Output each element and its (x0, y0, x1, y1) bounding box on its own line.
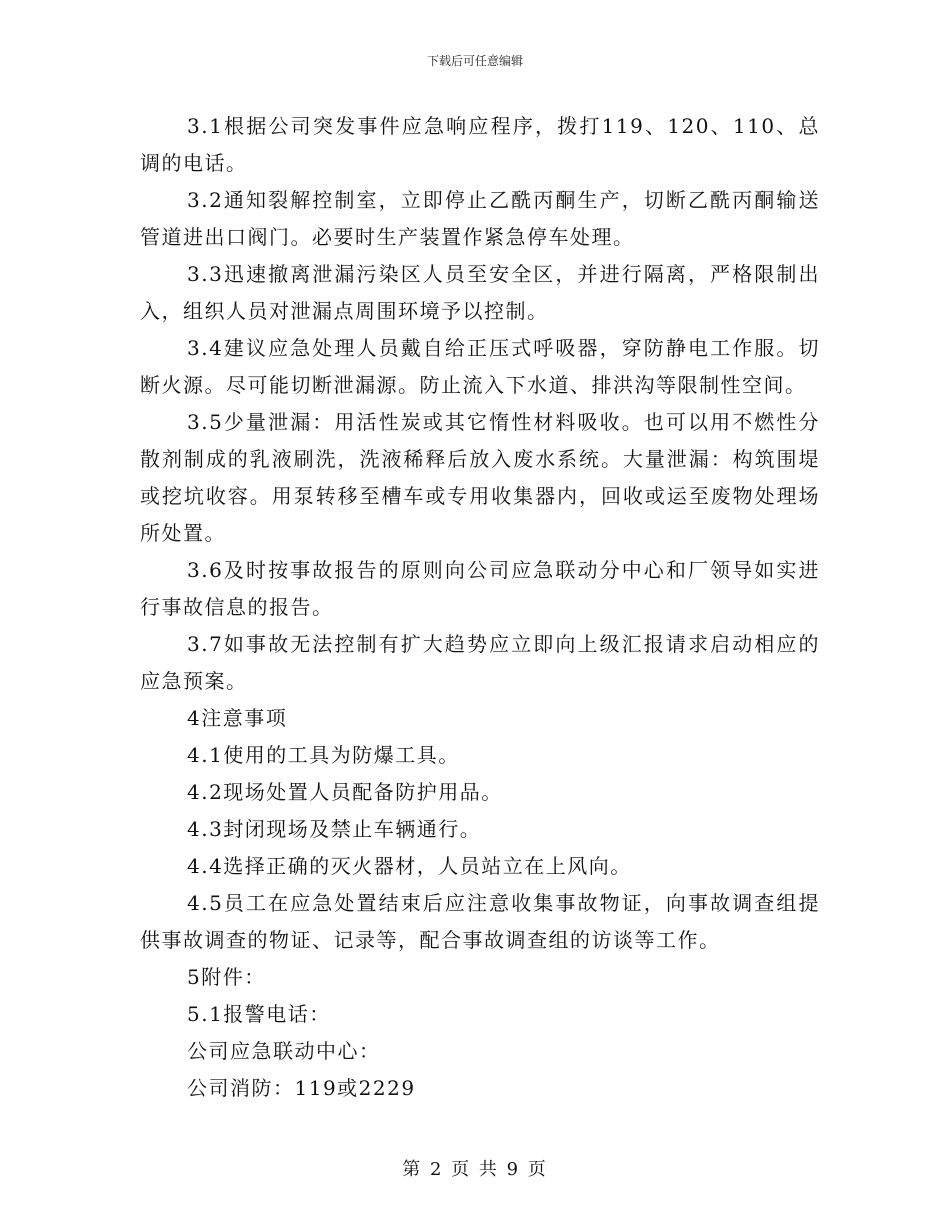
contact-fire-department: 公司消防：119或2229 (187, 1076, 416, 1100)
paragraph-3-5: 3.5少量泄漏：用活性炭或其它惰性材料吸收。也可以用不燃性分散剂制成的乳液刷洗，洗液稀释后放入废水系统。大量泄漏：构筑围堤或挖坑收容。用泵转移至槽车或专用收集器内，回收或运至废物处理场所处置。 (140, 410, 820, 545)
paragraph-3-3: 3.3迅速撤离泄漏污染区人员至安全区，并进行隔离，严格限制出入，组织人员对泄漏点周围环境予以控制。 (140, 262, 820, 323)
paragraph-3-7: 3.7如事故无法控制有扩大趋势应立即向上级汇报请求启动相应的应急预案。 (140, 632, 820, 693)
paragraph-3-6: 3.6及时按事故报告的原则向公司应急联动分中心和厂领导如实进行事故信息的报告。 (140, 558, 820, 619)
paragraph-3-2: 3.2通知裂解控制室，立即停止乙酰丙酮生产，切断乙酰丙酮输送管道进出口阀门。必要时生产装置作紧急停车处理。 (140, 188, 820, 249)
paragraph-4-3: 4.3封闭现场及禁止车辆通行。 (187, 817, 482, 841)
paragraph-4-1: 4.1使用的工具为防爆工具。 (187, 743, 460, 767)
paragraph-5-1: 5.1报警电话： (187, 1002, 331, 1026)
section-heading-4: 4注意事项 (187, 706, 288, 730)
paragraph-3-1: 3.1根据公司突发事件应急响应程序，拨打119、120、110、总调的电话。 (140, 114, 820, 175)
paragraph-3-4: 3.4建议应急处理人员戴自给正压式呼吸器，穿防静电工作服。切断火源。尽可能切断泄漏源。防止流入下水道、排洪沟等限制性空间。 (140, 336, 820, 397)
section-heading-5: 5附件： (187, 965, 266, 989)
paragraph-4-5: 4.5员工在应急处置结束后应注意收集事故物证，向事故调查组提供事故调查的物证、记录等，配合事故调查组的访谈等工作。 (140, 891, 820, 952)
document-body (140, 108, 820, 1107)
page-number: 第 2 页 共 9 页 (402, 1159, 548, 1180)
contact-linkage-center: 公司应急联动中心： (187, 1039, 381, 1063)
page-header: 下载后可任意编辑 (426, 54, 523, 68)
paragraph-4-4: 4.4选择正确的灭火器材，人员站立在上风向。 (187, 854, 632, 878)
paragraph-4-2: 4.2现场处置人员配备防护用品。 (187, 780, 503, 804)
